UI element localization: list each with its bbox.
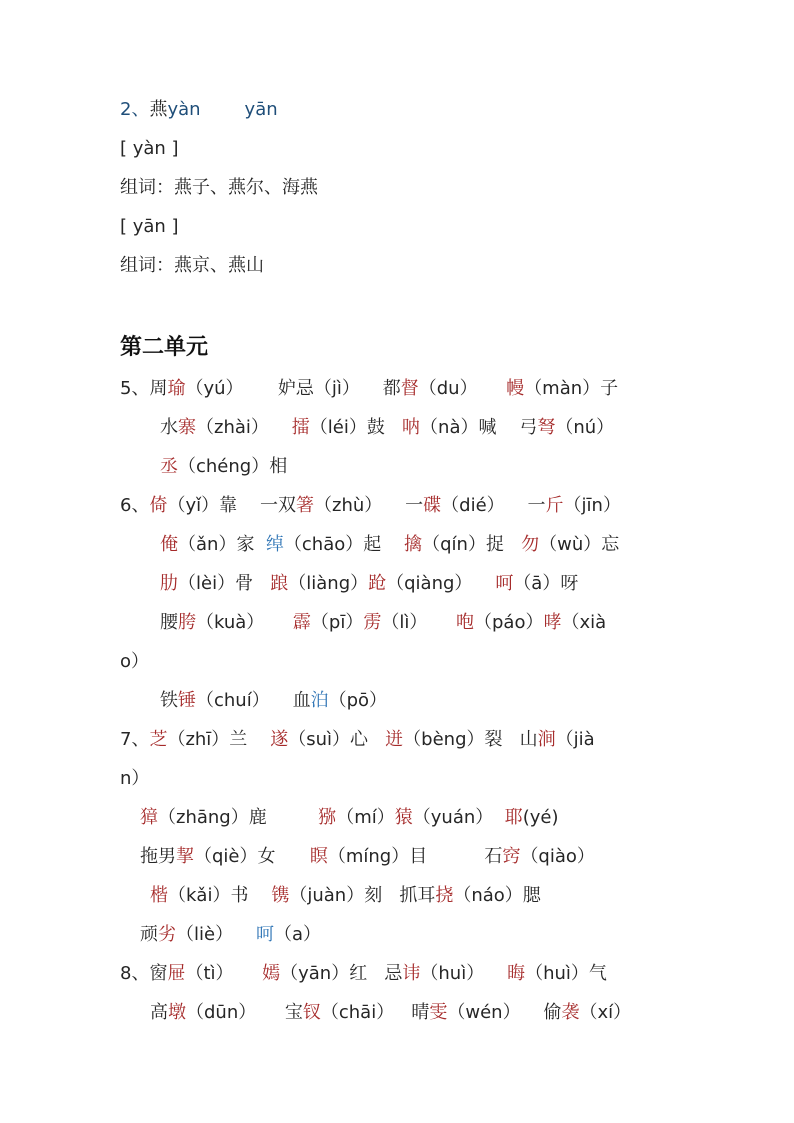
line-text: （ā）呀 xyxy=(513,573,579,594)
key-character: 獐 xyxy=(140,807,158,828)
line-text: （zhù） 一 xyxy=(314,495,424,516)
key-character: 胯 xyxy=(178,612,196,633)
line-text: 8、窗 xyxy=(120,963,168,984)
line-text: 腰 xyxy=(160,612,178,633)
line-text: （mí） xyxy=(336,807,395,828)
line-text: 5、周 xyxy=(120,378,168,399)
line-text: （yuán） xyxy=(412,807,505,828)
key-character: 寨 xyxy=(178,417,196,438)
line-text: （qiàng） xyxy=(386,573,496,594)
line-text: 高 xyxy=(150,1002,168,1023)
key-character: 泊 xyxy=(310,690,329,711)
line-text: 拖男 xyxy=(140,846,176,867)
line-text: （lèi）骨 xyxy=(178,573,271,594)
item-2-words-2: 组词：燕京、燕山 xyxy=(120,255,264,276)
line-text: （zhī）兰 xyxy=(167,729,271,750)
key-character: 呵 xyxy=(495,573,514,594)
key-character: 霹 xyxy=(292,612,311,633)
key-character: 咆 xyxy=(455,612,474,633)
line-text: （míng）目 石 xyxy=(327,846,503,867)
line-text: 6、 xyxy=(120,495,150,516)
line-text: （ǎn）家 xyxy=(178,534,266,555)
line-text: （páo） xyxy=(473,612,544,633)
key-character: 擂 xyxy=(291,417,310,438)
key-character: 幔 xyxy=(506,378,525,399)
line-text: （wù）忘 xyxy=(539,534,620,555)
item-2-char: 燕 xyxy=(149,99,168,120)
vocab-line xyxy=(120,962,794,986)
key-character: 钗 xyxy=(302,1002,321,1023)
line-text: o） xyxy=(120,651,150,672)
line-text: （xià xyxy=(561,612,607,633)
item-2-heading xyxy=(120,98,794,122)
key-character: 墩 xyxy=(168,1002,186,1023)
line-text: （bèng）裂 山 xyxy=(403,729,538,750)
vocab-line xyxy=(140,923,794,947)
key-character: 袭 xyxy=(561,1002,580,1023)
item-2-bracket-2: [ yān ] xyxy=(120,216,179,237)
line-text: 铁 xyxy=(160,690,178,711)
vocab-line xyxy=(120,728,794,752)
vocab-line xyxy=(160,572,794,596)
key-character: 晦 xyxy=(507,963,526,984)
key-character: 镌 xyxy=(271,885,290,906)
key-character: 踉 xyxy=(270,573,289,594)
line-text: 水 xyxy=(160,417,178,438)
line-text: （chāi） 晴 xyxy=(320,1002,430,1023)
line-text: (yé) xyxy=(522,807,559,828)
vocab-line xyxy=(160,533,794,557)
line-text: （nà）喊 弓 xyxy=(420,417,538,438)
line-text: （zhāng）鹿 xyxy=(158,807,319,828)
key-character: 劣 xyxy=(158,924,176,945)
key-character: 楷 xyxy=(150,885,168,906)
line-text: （lì） xyxy=(381,612,456,633)
line-text: 7、 xyxy=(120,729,150,750)
item-2-pinyin-1: yàn xyxy=(167,99,201,120)
vocab-line xyxy=(140,806,794,830)
vocab-line xyxy=(160,455,794,479)
key-character: 瞑 xyxy=(309,846,328,867)
key-character: 碟 xyxy=(423,495,442,516)
key-character: 迸 xyxy=(385,729,404,750)
line-text: （a） xyxy=(273,924,321,945)
line-text: （chuí） 血 xyxy=(196,690,311,711)
line-text: （zhài） xyxy=(196,417,292,438)
line-text: （nú） xyxy=(555,417,615,438)
key-character: 呵 xyxy=(255,924,274,945)
line-text: （pī） xyxy=(310,612,364,633)
line-text: （yǐ）靠 一双 xyxy=(167,495,296,516)
line-text: （chéng）相 xyxy=(178,456,288,477)
line-text: （kǎi）书 xyxy=(168,885,272,906)
line-text: （liè） xyxy=(176,924,256,945)
vocab-line xyxy=(150,884,794,908)
line-text: （tì） xyxy=(185,963,263,984)
key-character: 雯 xyxy=(429,1002,448,1023)
key-character: 瑜 xyxy=(167,378,186,399)
key-character: 弩 xyxy=(537,417,556,438)
item-2-pinyin-2: yān xyxy=(244,99,278,120)
key-character: 呐 xyxy=(402,417,421,438)
key-character: 屉 xyxy=(167,963,186,984)
key-character: 斤 xyxy=(545,495,564,516)
key-character: 雳 xyxy=(363,612,382,633)
key-character: 绰 xyxy=(265,534,284,555)
line-text: （jīn） xyxy=(563,495,621,516)
key-character: 肋 xyxy=(160,573,178,594)
line-text: （huì） xyxy=(420,963,508,984)
key-character: 挠 xyxy=(435,885,454,906)
key-character: 芝 xyxy=(149,729,168,750)
line-text: （qiè）女 xyxy=(194,846,310,867)
item-2-prefix: 2、 xyxy=(120,99,150,120)
vocab-line xyxy=(120,377,794,401)
line-text: （màn）子 xyxy=(524,378,619,399)
key-character: 嫣 xyxy=(262,963,281,984)
key-character: 讳 xyxy=(402,963,421,984)
key-character: 丞 xyxy=(160,456,178,477)
line-text: （xí） xyxy=(579,1002,632,1023)
line-text: （jià xyxy=(555,729,595,750)
key-character: 跄 xyxy=(368,573,387,594)
vocab-line xyxy=(120,494,794,518)
key-character: 俺 xyxy=(160,534,178,555)
line-text: 顽 xyxy=(140,924,158,945)
unit-title: 第二单元 xyxy=(120,334,209,360)
line-text: （pō） xyxy=(328,690,388,711)
line-text: （juàn）刻 抓耳 xyxy=(289,885,436,906)
line-text: （du） xyxy=(418,378,507,399)
line-text: n） xyxy=(120,768,150,789)
line-text: （chāo）起 xyxy=(283,534,405,555)
line-text: （liàng） xyxy=(288,573,369,594)
item-2-words-1: 组词：燕子、燕尔、海燕 xyxy=(120,177,318,198)
line-text: （dūn） 宝 xyxy=(186,1002,303,1023)
line-text: （dié） 一 xyxy=(441,495,546,516)
line-text: （qiào） xyxy=(520,846,595,867)
line-text: （náo）腮 xyxy=(453,885,541,906)
line-text: （léi）鼓 xyxy=(309,417,403,438)
key-character: 挈 xyxy=(176,846,194,867)
line-text: （wén） 偷 xyxy=(447,1002,562,1023)
key-character: 箸 xyxy=(296,495,314,516)
vocab-line xyxy=(150,1001,794,1025)
key-character: 猿 xyxy=(394,807,413,828)
vocab-line xyxy=(160,611,794,635)
key-character: 猕 xyxy=(318,807,337,828)
line-text: （yú） 妒忌（jì） 都 xyxy=(185,378,401,399)
key-character: 耶 xyxy=(504,807,523,828)
line-text: （huì）气 xyxy=(525,963,607,984)
key-character: 涧 xyxy=(537,729,556,750)
vocab-line xyxy=(160,416,794,440)
key-character: 擒 xyxy=(404,534,423,555)
key-character: 锤 xyxy=(178,690,196,711)
key-character: 哮 xyxy=(543,612,562,633)
item-2-bracket-1: [ yàn ] xyxy=(120,138,179,159)
key-character: 督 xyxy=(400,378,419,399)
key-character: 勿 xyxy=(521,534,540,555)
line-text: （qín）捉 xyxy=(422,534,522,555)
vocab-line xyxy=(120,767,794,791)
line-text: （suì）心 xyxy=(288,729,386,750)
vocab-line xyxy=(120,650,794,674)
vocab-line xyxy=(140,845,794,869)
line-text: （kuà） xyxy=(196,612,293,633)
key-character: 窍 xyxy=(502,846,521,867)
vocab-line xyxy=(160,689,794,713)
key-character: 遂 xyxy=(270,729,289,750)
key-character: 倚 xyxy=(149,495,168,516)
line-text: （yān）红 忌 xyxy=(280,963,403,984)
